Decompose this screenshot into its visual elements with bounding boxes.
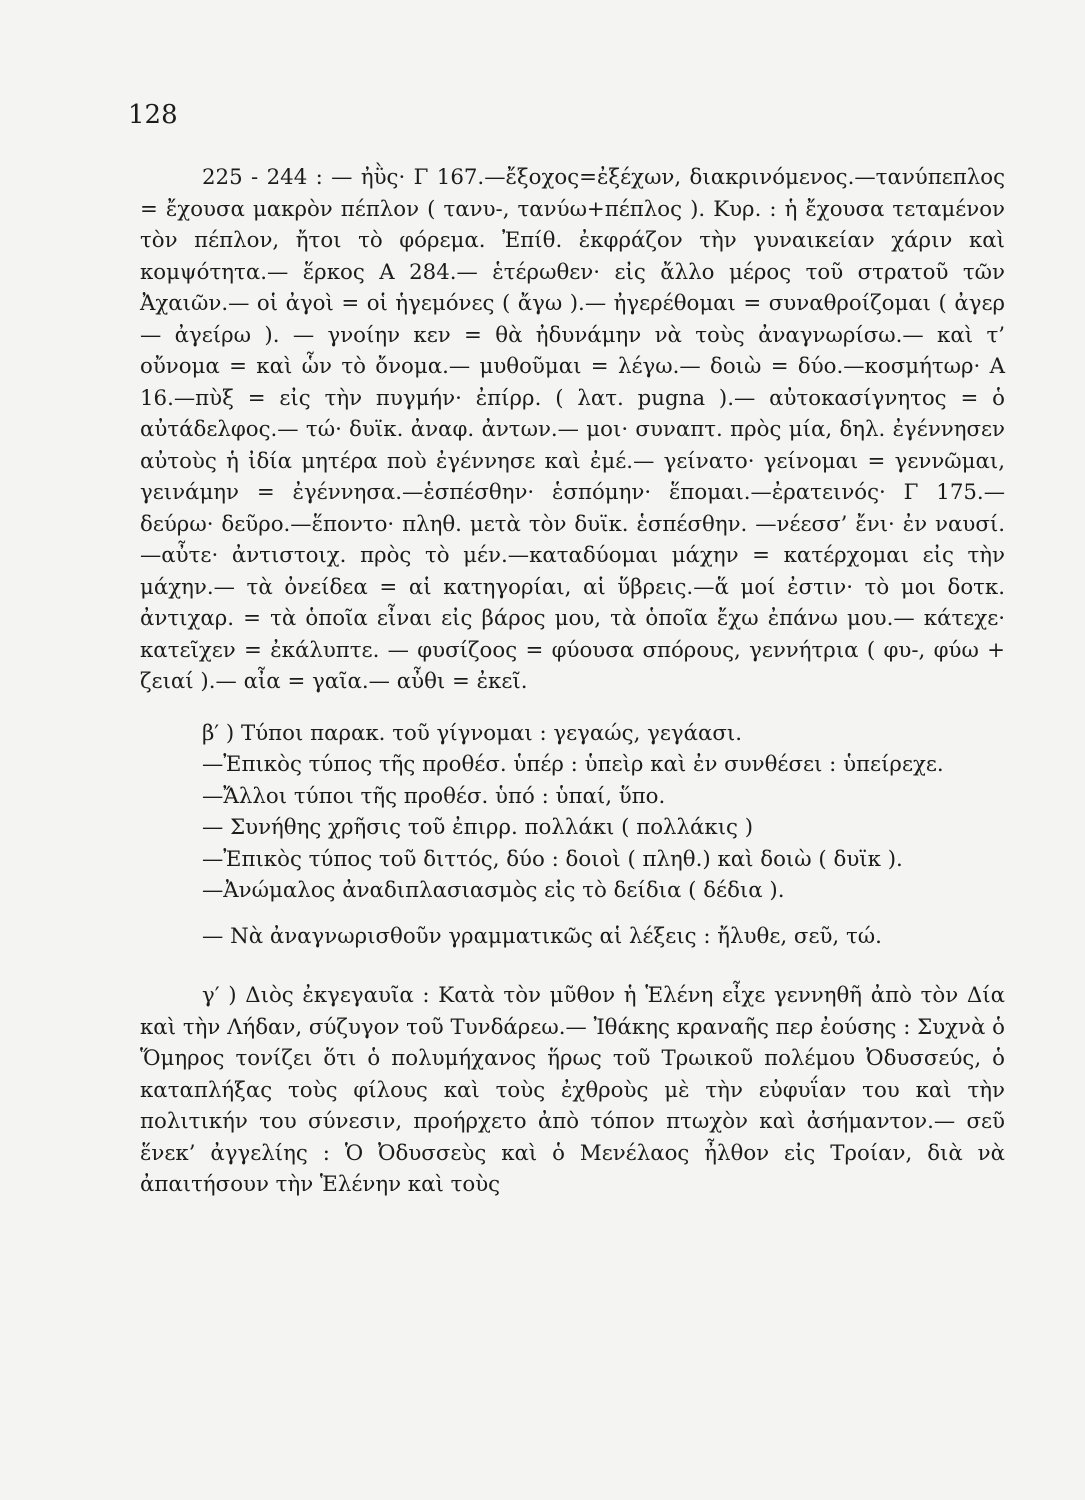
gamma-paragraph: γ′ ) Διὸς ἐκγεγαυῖα : Κατὰ τὸν μῦθον ἡ Ἑλένη εἶχε γεννηθῆ ἀπὸ τὸν Δία καὶ τὴν Λήδαν, σύζυγον τοῦ Τυνδάρεω.— Ἰθάκης κραναῆς περ ἐούσης : Συχνὰ ὁ Ὅμηρος τονίζει ὅτι ὁ πολυμήχανος ἥρως τοῦ Τρωικοῦ πολέμου Ὀδυσσεύς, ὁ καταπλήξας τοὺς φίλους καὶ τοὺς ἐχθροὺς μὲ τὴν εὐφυΐαν του καὶ τὴν πολιτικήν του σύνεσιν, προήρχετο ἀπὸ τόπον πτωχὸν καὶ ἀσήμαντον.— σεῦ ἕνεκ’ ἀγγελίης : Ὁ Ὀδυσσεὺς καὶ ὁ Μενέλαος ἦλθον εἰς Τροίαν, διὰ νὰ ἀπαιτήσουν τὴν Ἑλένην καὶ τοὺς — [140, 983, 1005, 1197]
exercise-line: — Νὰ ἀναγνωρισθοῦν γραμματικῶς αἱ λέξεις : ἤλυθε, σεῦ, τώ. — [202, 923, 882, 949]
beta-item: —Ἐπικὸς τύπος τοῦ διττός, δύο : δοιοὶ ( πληθ.) καὶ δοιὼ ( δυϊκ ). — [202, 846, 903, 872]
commentary-paragraph: 225 - 244 : — ἠῢς· Γ 167.—ἔξοχος=ἐξέχων, διακρινόμενος.—τανύπεπλος = ἔχουσα μακρὸν πέπλον ( τανυ-, τανύω+πέπλος ). Κυρ. : ἡ ἔχουσα τεταμένον τὸν πέπλον, ἤτοι τὸ φόρεμα. Ἐπίθ. ἐκφράζον τὴν γυναικείαν χάριν καὶ κομψότητα.— ἕρκος Α 284.— ἑτέρωθεν· εἰς ἄλλο μέρος τοῦ στρατοῦ τῶν Ἀχαιῶν.— οἱ ἀγοὶ = οἱ ἡγεμόνες ( ἄγω ).— ἠγερέθομαι = συναθροίζομαι ( ἀγερ — ἀγείρω ). — γνοίην κεν = θὰ ἠδυνάμην νὰ τοὺς ἀναγνωρίσω.— καὶ τ’ οὔνομα = καὶ ὧν τὸ ὄνομα.— μυθοῦμαι = λέγω.— δοιὼ = δύο.—κοσμήτωρ· Α 16.—πὺξ = εἰς τὴν πυγμήν· ἐπίρρ. ( λατ. pugna ).— αὐτοκασίγνητος = ὁ αὐτάδελφος.— τώ· δυϊκ. ἀναφ. ἀντων.— μοι· συναπτ. πρὸς μία, δηλ. ἐγέννησεν αὐτοὺς ἡ ἰδία μητέρα ποὺ ἐγέννησε καὶ ἐμέ.— γείνατο· γείνομαι = γεννῶμαι, γεινάμην = ἐγέννησα.—ἑσπέσθην· ἑσπόμην· ἕπομαι.—ἐρατεινός· Γ 175.—δεύρω· δεῦρο.—ἕποντο· πληθ. μετὰ τὸν δυϊκ. ἑσπέσθην. —νέεσσ’ ἔνι· ἐν ναυσί.—αὖτε· ἀντιστοιχ. πρὸς τὸ μέν.—καταδύομαι μάχην = κατέρχομαι εἰς τὴν μάχην.— τὰ ὀνείδεα = αἱ κατηγορίαι, αἱ ὕβρεις.—ἅ μοί ἐστιν· τὸ μοι δοτκ. ἀντιχαρ. = τὰ ὁποῖα εἶναι εἰς βάρος μου, τὰ ὁποῖα ἔχω ἐπάνω μου.— κάτεχε· κατεῖχεν = ἐκάλυπτε. — φυσίζοος = φύουσα σπόρους, γεννήτρια ( φυ-, φύω + ζειαί ).— αἶα = γαῖα.— αὖθι = ἐκεῖ. — [140, 165, 1005, 694]
beta-item: —Ἐπικὸς τύπος τῆς προθέσ. ὑπέρ : ὑπεὶρ καὶ ἐν συνθέσει : ὑπείρεχε. — [202, 752, 944, 777]
page-number: 128 — [128, 100, 178, 130]
beta-heading: β′ ) Τύποι παρακ. τοῦ γίγνομαι : γεγαώς, γεγάασι. — [202, 720, 743, 746]
body-text — [140, 162, 1005, 1201]
beta-item: — Συνήθης χρῆσις τοῦ ἐπιρρ. πολλάκι ( πολλάκις ) — [202, 815, 754, 840]
beta-item: —Ἄλλοι τύποι τῆς προθέσ. ὑπό : ὑπαί, ὕπο. — [202, 783, 666, 809]
beta-item: —Ἀνώμαλος ἀναδιπλασιασμὸς εἰς τὸ δείδια ( δέδια ). — [202, 878, 785, 903]
